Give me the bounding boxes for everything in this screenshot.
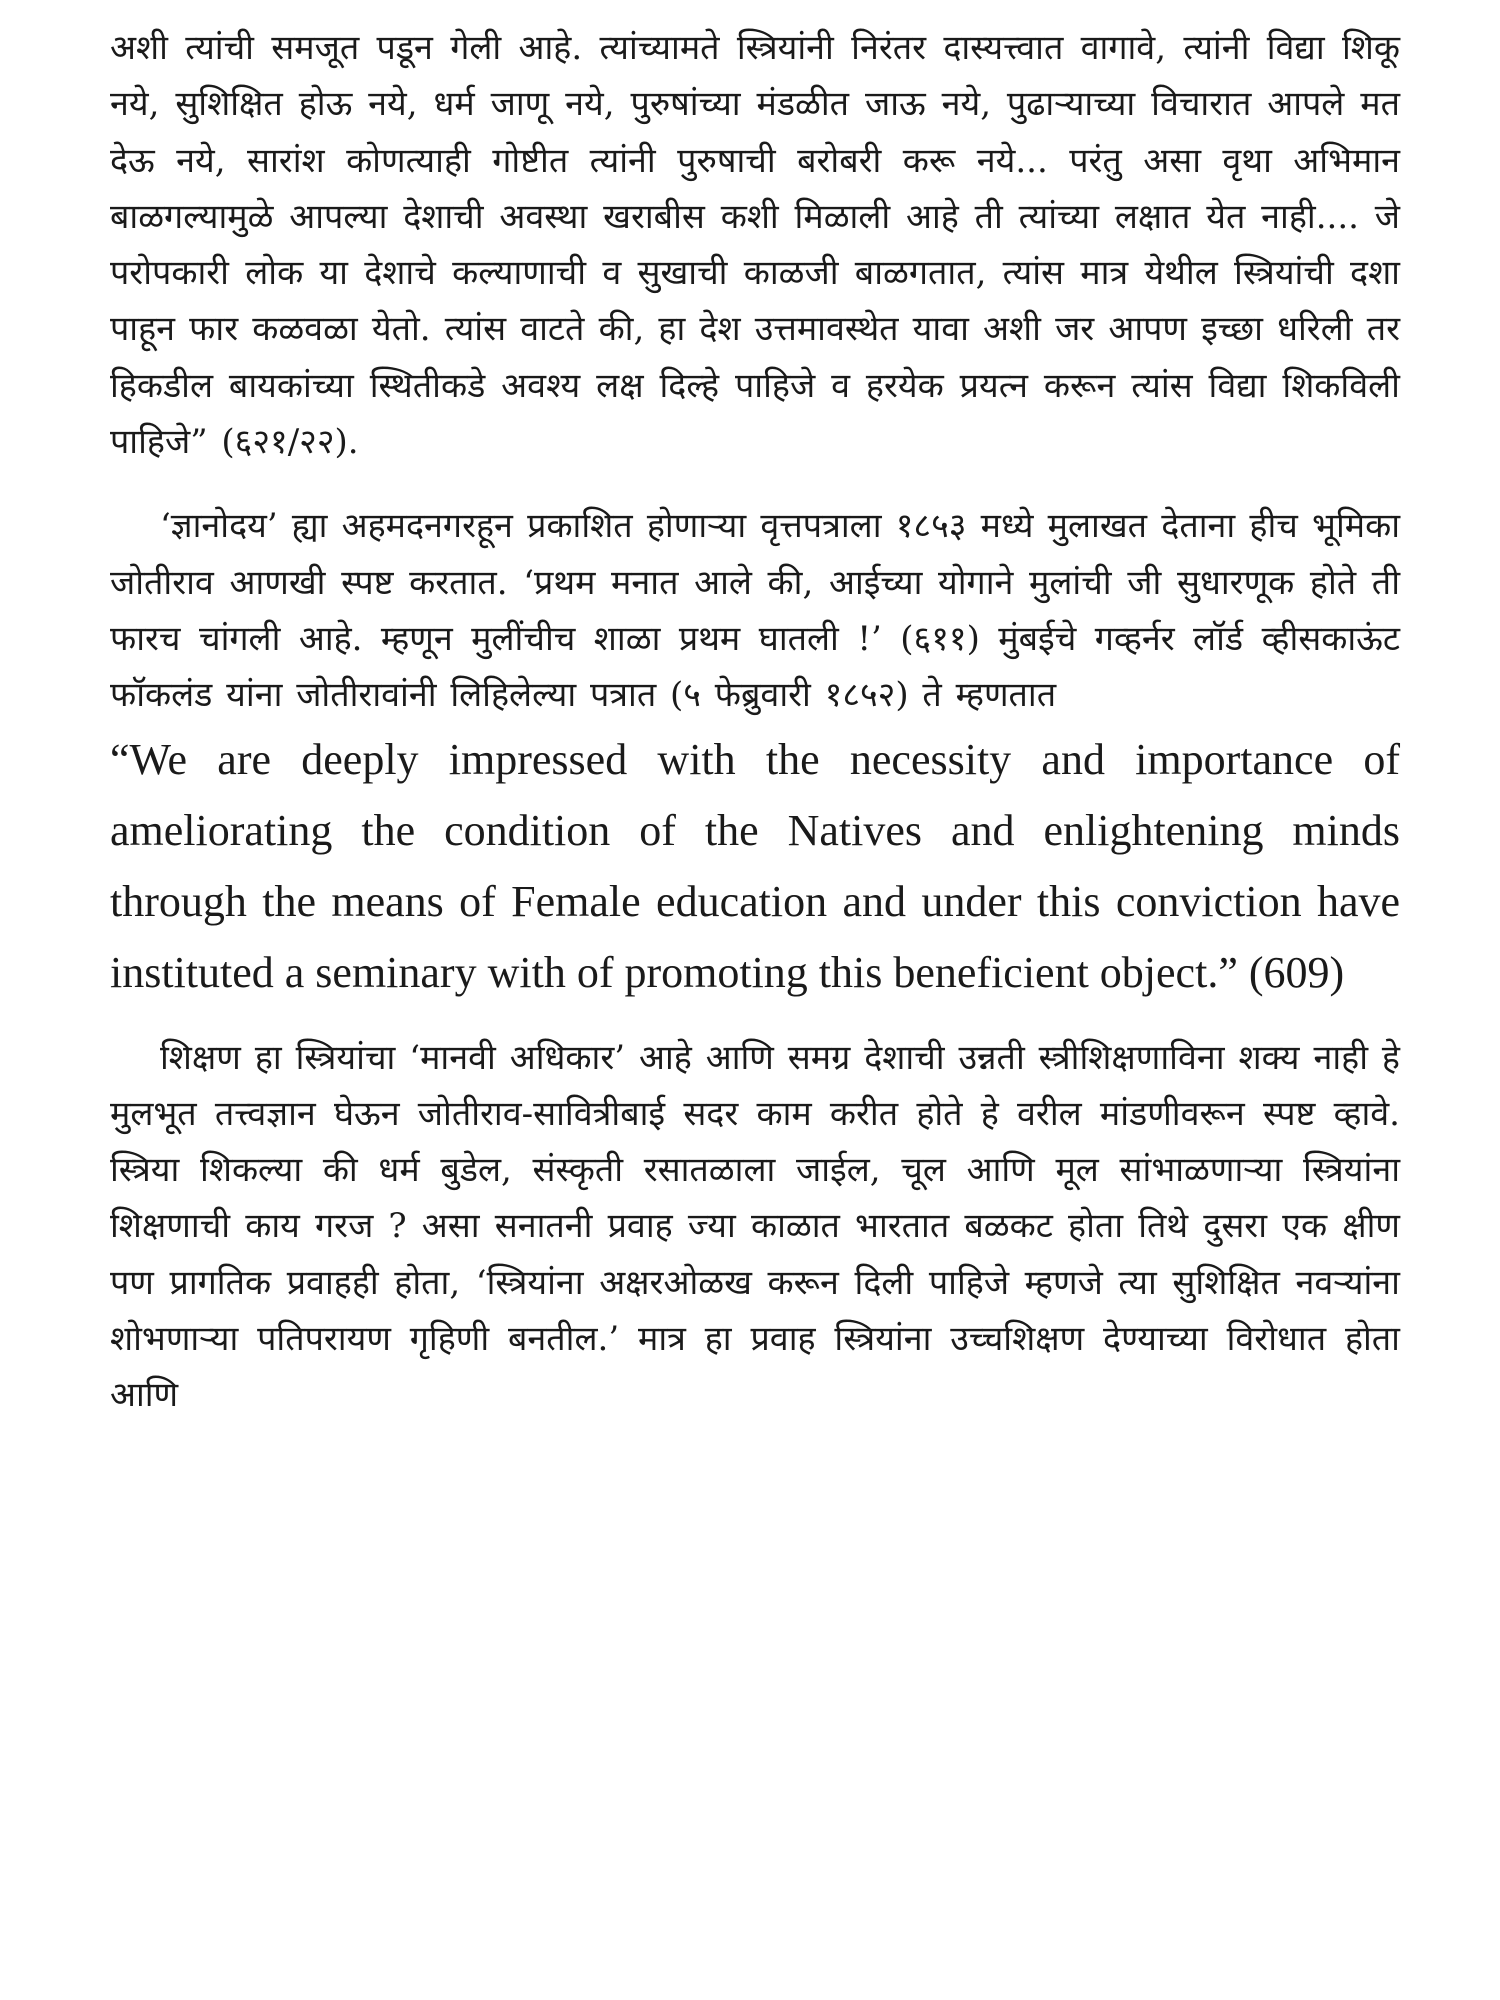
paragraph-quote-continuation: अशी त्यांची समजूत पडून गेली आहे. त्यांच्यामते स्त्रियांनी निरंतर दास्यत्त्वात वागावे, त्यांनी विद्या शिकू नये, सुशिक्षित होऊ नये, धर्म जाणू नये, पुरुषांच्या मंडळीत जाऊ नये, पुढाऱ्याच्या विचारात आपले मत देऊ नये, सारांश कोणत्याही गोष्टीत त्यांनी पुरुषाची बरोबरी करू नये... परंतु असा वृथा अभिमान बाळगल्यामुळे आपल्या देशाची अवस्था खराबीस कशी मिळाली आहे ती त्यांच्या लक्षात येत नाही.... जे परोपकारी लोक या देशाचे कल्याणाची व सुखाची काळजी बाळगतात, त्यांस मात्र येथील स्त्रियांची दशा पाहून फार कळवळा येतो. त्यांस वाटते की, हा देश उत्तमावस्थेत यावा अशी जर आपण इच्छा धरिली तर हिकडील बायकांच्या स्थितीकडे अवश्य लक्ष दिल्हे पाहिजे व हरयेक प्रयत्न करून त्यांस विद्या शिकविली पाहिजे” (६२१/२२).: [110, 28, 1400, 463]
paragraph-dnyanoday-interview: ‘ज्ञानोदय’ ह्या अहमदनगरहून प्रकाशित होणाऱ्या वृत्तपत्राला १८५३ मध्ये मुलाखत देताना हीच भूमिका जोतीराव आणखी स्पष्ट करतात. ‘प्रथम मनात आले की, आईच्या योगाने मुलांची जी सुधारणूक होते ती फारच चांगली आहे. म्हणून मुलींचीच शाळा प्रथम घातली !’ (६११) मुंबईचे गव्हर्नर लॉर्ड व्हीसकाऊंट फॉकलंड यांना जोतीरावांनी लिहिलेल्या पत्रात (५ फेब्रुवारी १८५२) ते म्हणतात: [110, 506, 1400, 716]
paragraph-gap: [110, 470, 1400, 498]
page-body: [110, 20, 1400, 1424]
paragraph-gap: [110, 1008, 1400, 1030]
paragraph-education-rights: शिक्षण हा स्त्रियांचा ‘मानवी अधिकार’ आहे आणि समग्र देशाची उन्नती स्त्रीशिक्षणाविना शक्य नाही हे मुलभूत तत्त्वज्ञान घेऊन जोतीराव-सावित्रीबाई सदर काम करीत होते हे वरील मांडणीवरून स्पष्ट व्हावे. स्त्रिया शिकल्या की धर्म बुडेल, संस्कृती रसातळाला जाईल, चूल आणि मूल सांभाळणाऱ्या स्त्रियांना शिक्षणाची काय गरज ? असा सनातनी प्रवाह ज्या काळात भारतात बळकट होता तिथे दुसरा एक क्षीण पण प्रागतिक प्रवाहही होता, ‘स्त्रियांना अक्षरओळख करून दिली पाहिजे म्हणजे त्या सुशिक्षित नवऱ्यांना शोभणाऱ्या पतिपरायण गृहिणी बनतील.’ मात्र हा प्रवाह स्त्रियांना उच्चशिक्षण देण्याच्या विरोधात होता आणि: [110, 1037, 1400, 1416]
english-letter-quote: “We are deeply impressed with the necessity and importance of ameliorating the condition of the Natives and enlightening minds through the means of Female education and under this conviction have instituted a seminary with of promoting this beneficient object.” (609): [110, 734, 1400, 997]
